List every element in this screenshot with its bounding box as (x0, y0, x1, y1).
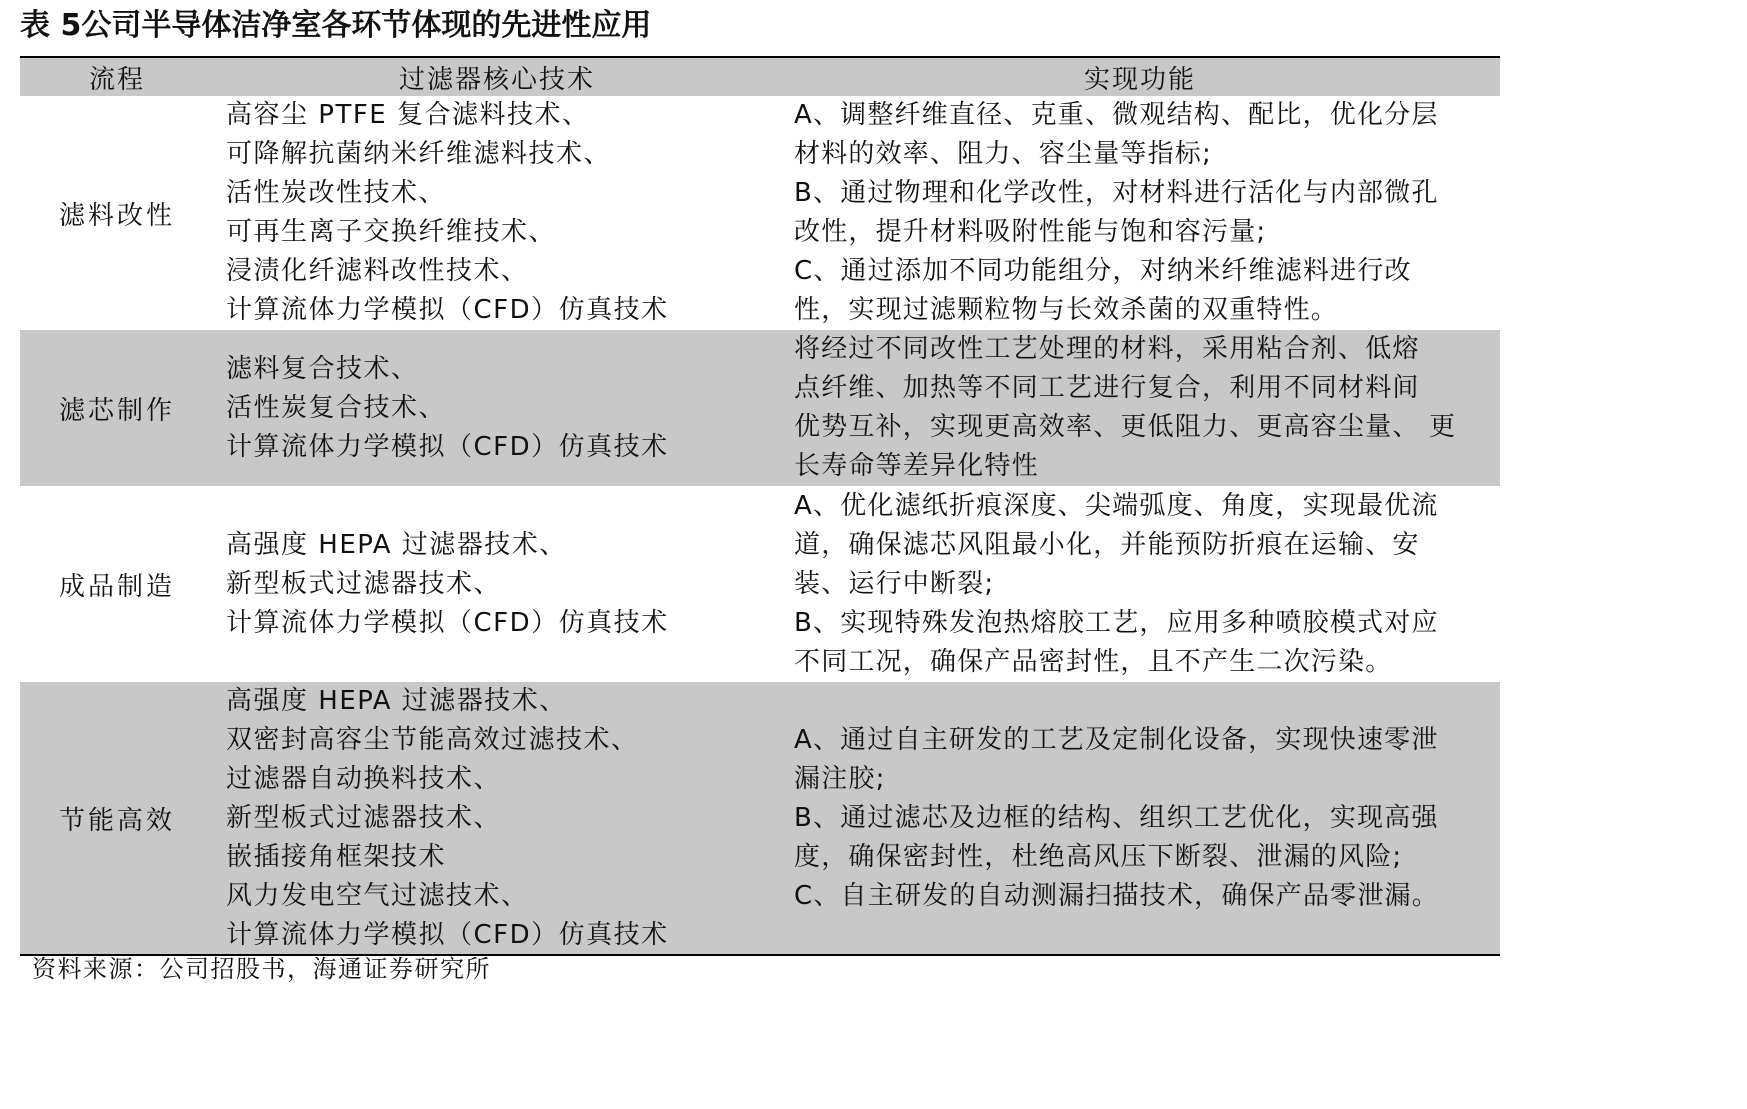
tech-item: 浸渍化纤滤料改性技术、 (226, 256, 529, 286)
table-title: 表 5公司半导体洁净室各环节体现的先进性应用 (20, 8, 652, 43)
function-line: B、通过滤芯及边框的结构、组织工艺优化，实现高强 (794, 802, 1439, 833)
process-label: 节能高效 (58, 805, 175, 836)
function-line: 材料的效率、阻力、容尘量等指标; (794, 139, 1212, 169)
tech-item: 高容尘 PTFE 复合滤料技术、 (226, 100, 590, 130)
tech-item: 计算流体力学模拟（CFD）仿真技术 (226, 431, 669, 462)
function-line: 优势互补，实现更高效率、更低阻力、更高容尘量、 更 (794, 412, 1457, 442)
tech-item: 滤料复合技术、 (226, 353, 419, 384)
function-line: 道，确保滤芯风阻最小化，并能预防折痕在运输、安 (794, 529, 1420, 560)
tech-list (226, 682, 669, 955)
function-line: 装、运行中断裂; (794, 568, 995, 599)
function-line: 将经过不同改性工艺处理的材料，采用粘合剂、低熔 (794, 334, 1420, 364)
function-line: A、通过自主研发的工艺及定制化设备，实现快速零泄 (794, 724, 1439, 755)
data-table (20, 56, 1500, 956)
function-text (794, 721, 1439, 916)
tech-list (226, 526, 669, 643)
function-line: 度，确保密封性，杜绝高风压下断裂、泄漏的风险; (794, 841, 1403, 872)
tech-item: 双密封高容尘节能高效过滤技术、 (226, 724, 639, 755)
tech-item: 计算流体力学模拟（CFD）仿真技术 (226, 919, 669, 950)
tech-item: 过滤器自动换料技术、 (226, 763, 502, 794)
function-line: 改性，提升材料吸附性能与饱和容污量; (794, 217, 1267, 247)
header-process: 流程 (88, 64, 145, 95)
tech-item: 可再生离子交换纤维技术、 (226, 217, 557, 247)
tech-item: 可降解抗菌纳米纤维滤料技术、 (226, 139, 612, 169)
function-text (794, 330, 1456, 486)
tech-list (226, 350, 669, 467)
function-line: A、调整纤维直径、克重、微观结构、配比，优化分层 (794, 100, 1439, 130)
tech-item: 计算流体力学模拟（CFD）仿真技术 (226, 607, 669, 638)
function-line: 长寿命等差异化特性 (794, 451, 1039, 481)
table-row (20, 682, 1500, 954)
function-line: 漏注胶; (794, 763, 886, 794)
tech-list (226, 96, 669, 330)
function-line: C、通过添加不同功能组分，对纳米纤维滤料进行改 (794, 256, 1412, 286)
process-label: 滤料改性 (58, 200, 175, 231)
header-function: 实现功能 (1083, 64, 1196, 95)
function-line: 不同工况，确保产品密封性，且不产生二次污染。 (794, 646, 1393, 677)
function-line: 性，实现过滤颗粒物与长效杀菌的双重特性。 (794, 295, 1339, 325)
tech-item: 新型板式过滤器技术、 (226, 568, 502, 599)
tech-item: 活性炭复合技术、 (226, 392, 447, 423)
table-row (20, 330, 1500, 486)
function-line: B、通过物理和化学改性，对材料进行活化与内部微孔 (794, 178, 1439, 208)
tech-item: 高强度 HEPA 过滤器技术、 (226, 529, 567, 560)
tech-item: 新型板式过滤器技术、 (226, 802, 502, 833)
tech-item: 风力发电空气过滤技术、 (226, 880, 529, 911)
function-text (794, 96, 1439, 330)
source-note: 资料来源：公司招股书，海通证券研究所 (32, 955, 491, 983)
tech-item: 活性炭改性技术、 (226, 178, 447, 208)
function-line: A、优化滤纸折痕深度、尖端弧度、角度，实现最优流 (794, 490, 1439, 521)
header-core-tech: 过滤器核心技术 (398, 64, 595, 95)
process-label: 滤芯制作 (58, 395, 175, 426)
tech-item: 高强度 HEPA 过滤器技术、 (226, 685, 567, 716)
table-row (20, 96, 1500, 330)
table-row (20, 486, 1500, 682)
process-label: 成品制造 (58, 571, 175, 602)
function-line: 点纤维、加热等不同工艺进行复合，利用不同材料间 (794, 373, 1420, 403)
table-header-row (20, 56, 1500, 96)
tech-item: 嵌插接角框架技术 (226, 841, 447, 872)
function-line: C、自主研发的自动测漏扫描技术，确保产品零泄漏。 (794, 880, 1439, 911)
function-line: B、实现特殊发泡热熔胶工艺，应用多种喷胶模式对应 (794, 607, 1439, 638)
function-text (794, 487, 1439, 682)
tech-item: 计算流体力学模拟（CFD）仿真技术 (226, 295, 669, 325)
